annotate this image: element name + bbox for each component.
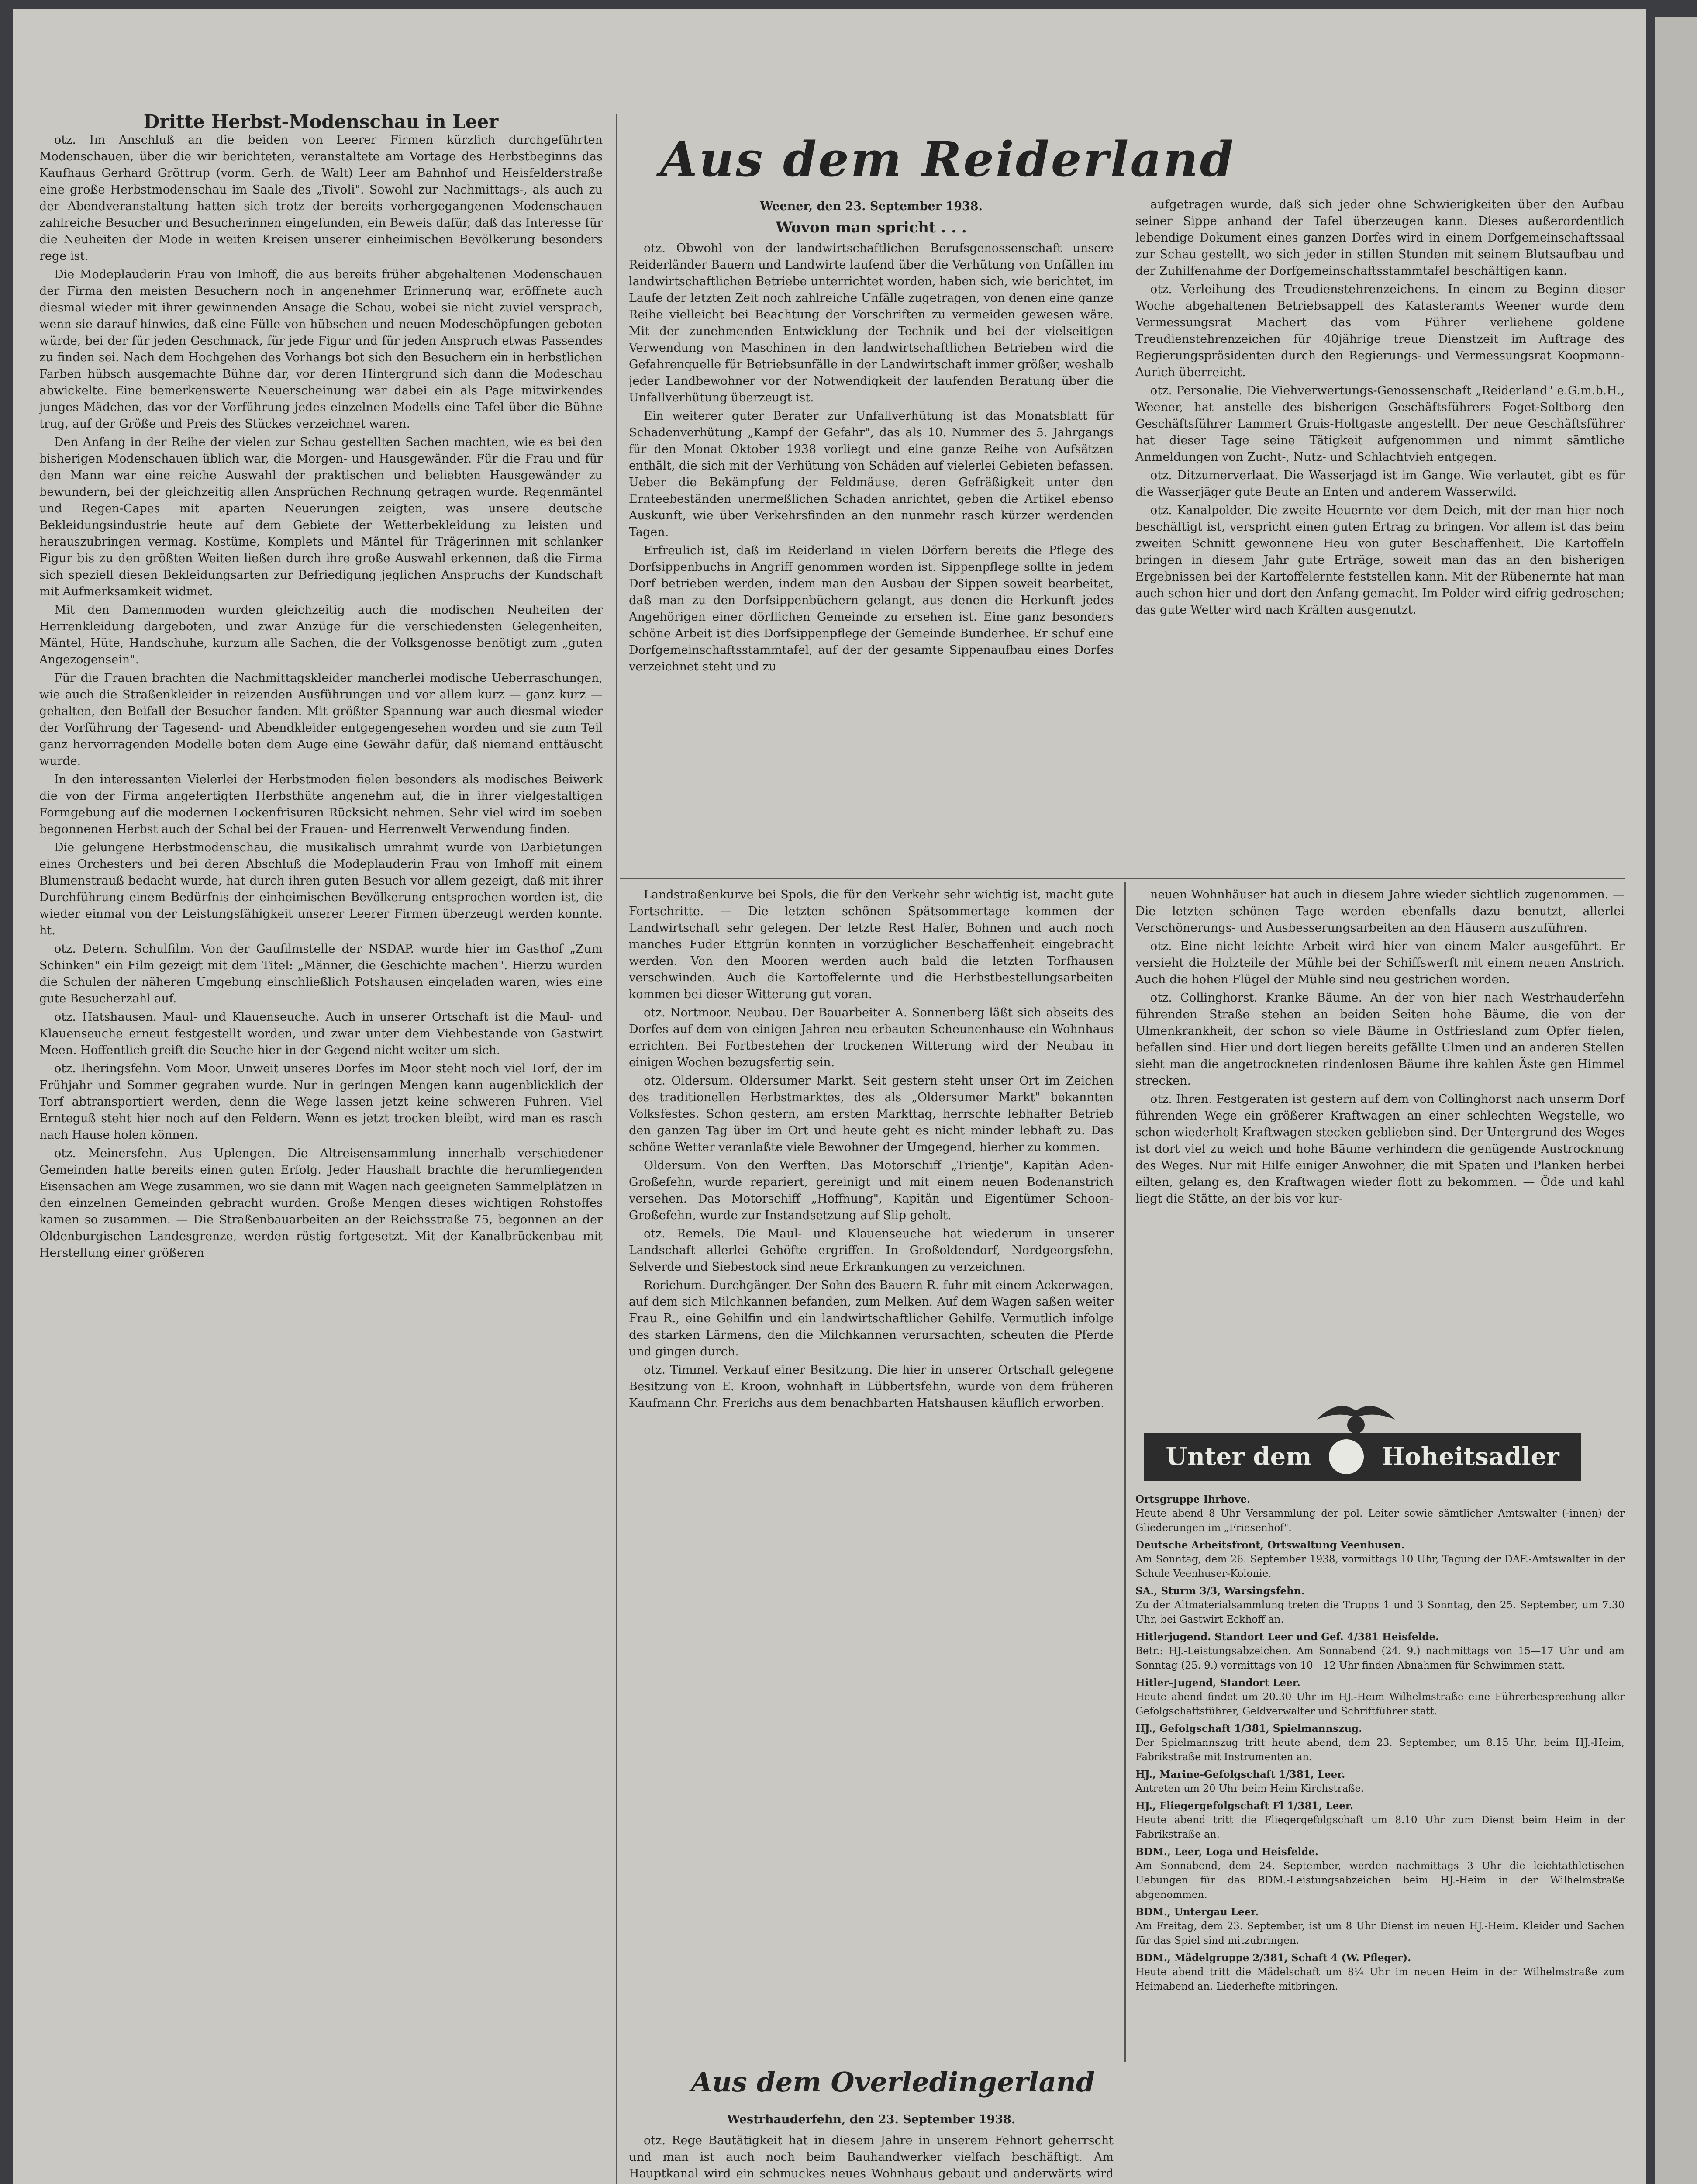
paragraph: Landstraßenkurve bei Spols, die für den Verkehr sehr wichtig ist, macht gute Fortschritte. — Die letzten schönen Spätsommertage kommen der Landwirtschaft sehr gelegen. Der letzte Rest Hafer, Bohnen und auch noch manches Fuder Ettgrün konnten in vorzüglicher Beschaffenheit eingebracht werden. Von den Mooren werden auch bald die letzten Torfhausen verschwinden. Auch die Kartoffelernte und die Herbstbestellungsarbeiten kommen bei dieser Witterung gut voran.	[629, 888, 1114, 1001]
paragraph: otz. Collinghorst. Kranke Bäume. An der von hier nach Westrhauderfehn führenden Straße stehen an beiden Seiten hohe Bäume, die von der Ulmenkrankheit, der schon so viele Bäume in Ostfriesland zum Opfer fielen, befallen sind. Hier und dort liegen bereits gefällte Ulmen und an anderen Stellen sieht man die angetrockneten rindenlosen Bäume ihre kahlen Äste gen Himmel strecken.	[1135, 991, 1625, 1088]
notice-head: HJ., Gefolgschaft 1/381, Spielmannszug.	[1135, 1723, 1362, 1735]
notice-text: Heute abend tritt die Mädelschaft um 8¼ Uhr im neuen Heim in der Wilhelmstraße zum Heimabend an. Liederhefte mitbringen.	[1135, 1966, 1625, 1992]
paragraph: otz. Kanalpolder. Die zweite Heuernte vor dem Deich, mit der man hier noch beschäftigt ist, verspricht einen guten Ertrag zu bringen. Vor allem ist das beim zweiten Schnitt gewonnene Heu von guter Beschaffenheit. Die Kartoffeln bringen in diesem Jahr gute Erträge, soweit man das an den bisherigen Ergebnissen bei der Kartoffelernte feststellen kann. Mit der Rübenernte hat man auch schon hier und dort den Anfang gemacht. Im Polder wird eifrig gedroschen; das gute Wetter wird nach Kräften ausgenutzt.	[1135, 504, 1625, 617]
notice-item	[1135, 1492, 1625, 1535]
left-column	[39, 114, 603, 2184]
paragraph: Die gelungene Herbstmodenschau, die musikalisch umrahmt wurde von Darbietungen eines Orchesters und bei deren Abschluß die Modeplauderin Frau von Imhoff mit einem Blumenstrauß bedacht wurde, hat durch ihren guten Besuch vor allem gezeigt, daß mit ihrer Durchführung einem Bedürfnis der einheimischen Bevölkerung entsprochen worden ist, die wieder einmal von der Leistungsfähigkeit unserer Leerer Firmen überzeugt werden konnte. ht.	[39, 841, 603, 937]
dateline: Westrhauderfehn, den 23. September 1938.	[727, 2113, 1016, 2126]
notice-head: BDM., Mädelgruppe 2/381, Schaft 4 (W. Pfleger).	[1135, 1952, 1411, 1964]
notice-head: Deutsche Arbeitsfront, Ortswaltung Veenhusen.	[1135, 1539, 1405, 1551]
dateline: Weener, den 23. September 1938.	[760, 200, 983, 213]
notice-text: Heute abend findet um 20.30 Uhr im HJ.-Heim Wilhelmstraße eine Führerbesprechung aller Gefolgschaftsführer, Geldverwalter und Schriftführer statt.	[1135, 1691, 1625, 1717]
notice-item	[1135, 1767, 1625, 1796]
right-upper-column	[1135, 197, 1625, 869]
column-rule	[616, 114, 617, 2184]
paragraph: aufgetragen wurde, daß sich jeder ohne Schwierigkeiten über den Aufbau seiner Sippe anhand der Tafel überzeugen kann. Dieses außerordentlich lebendige Dokument eines ganzen Dorfes wird in einem Dorfgemeinschaftssaal zur Schau gestellt, wo sich jeder in stillen Stunden mit seinem Blutsaufbau und der Zuhilfenahme der Dorfgemeinschaftsstammtafel beschäftigen kann.	[1135, 198, 1625, 278]
banner-left-text: Unter dem	[1166, 1442, 1312, 1471]
paragraph: otz. Im Anschluß an die beiden von Leerer Firmen kürzlich durchgeführten Modenschauen, über die wir berichteten, veranstaltete am Vortage des Herbstbeginns das Kaufhaus Gerhard Gröttrup (vorm. Gerh. de Walt) Leer am Bahnhof und Heisfelderstraße eine große Herbstmodenschau im Saale des „Tivoli". Sowohl zur Nachmittags-, als auch zu der Abendveranstaltung hatten sich trotz der bereits vorhergegangenen Modenschauen zahlreiche Besucher und Besucherinnen eingefunden, ein Beweis dafür, daß das Interesse für die Neuheiten der Mode in weiten Kreisen unserer einheimischen Bevölkerung besonders rege ist.	[39, 133, 603, 263]
notice-item	[1135, 1584, 1625, 1627]
notice-text: Heute abend 8 Uhr Versammlung der pol. Leiter sowie sämtlicher Amtswalter (-innen) der Gliederungen im „Friesenhof".	[1135, 1508, 1625, 1534]
notice-head: Ortsgruppe Ihrhove.	[1135, 1493, 1251, 1505]
eagle-emblem-icon	[1312, 1393, 1400, 1437]
notice-item	[1135, 1721, 1625, 1765]
section-rule	[620, 878, 1625, 879]
adjacent-page-edge	[1655, 17, 1697, 2184]
paragraph: Mit den Damenmoden wurden gleichzeitig auch die modischen Neuheiten der Herrenkleidung dargeboten, und zwar Anzüge für die verschiedensten Gelegenheiten, Mäntel, Hüte, Handschuhe, kurzum alle Sachen, die der Volksgenosse benötigt zum „guten Angezogensein".	[39, 603, 603, 667]
paragraph: otz. Ihren. Festgeraten ist gestern auf dem von Collinghorst nach unserm Dorf führenden Wege ein größerer Kraftwagen an einer schlechten Wegstelle, wo schon wiederholt Kraftwagen stecken geblieben sind. Der Untergrund des Weges ist dort viel zu weich und hohe Bäume verhindern die genügende Austrocknung des Weges. Nur mit Hilfe einiger Anwohner, die mit Spaten und Planken herbei eilten, gelang es, den Kraftwagen wieder flott zu bekommen. — Öde und kahl liegt die Stätte, an der bis vor kur-	[1135, 1092, 1625, 1206]
section-title-overledingerland: Aus dem Overledingerland	[691, 2066, 1095, 2098]
notice-head: HJ., Fliegergefolgschaft Fl 1/381, Leer.	[1135, 1800, 1353, 1812]
paragraph: otz. Rege Bautätigkeit hat in diesem Jahre in unserem Fehnort geherrscht und man ist auch noch beim Bauhandwerker vielfach beschäftigt. Am Hauptkanal wird ein schmuckes neues Wohnhaus gebaut und anderwärts wird	[629, 2134, 1114, 2181]
notice-head: Hitlerjugend. Standort Leer und Gef. 4/381 Heisfelde.	[1135, 1631, 1439, 1643]
column-rule	[1124, 882, 1126, 2062]
middle-upper-column	[629, 197, 1114, 869]
newspaper-page	[13, 9, 1646, 2184]
paragraph: otz. Meinersfehn. Aus Uplengen. Die Altreisensammlung innerhalb verschiedener Gemeinden hatte bereits einen guten Erfolg. Jeder Haushalt brachte die herumliegenden Eisensachen am Wege zusammen, wo sie dann mit Wagen nach geeigneten Sammelplätzen in den einzelnen Gemeinden gebracht wurden. Große Mengen dieses wichtigen Rohstoffes kamen so zusammen. — Die Straßenbauarbeiten an der Reichsstraße 75, begonnen an der Oldenburgischen Landesgrenze, werden rüstig fortgesetzt. Mit der Kanalbrückenbau mit Herstellung einer größeren	[39, 1147, 603, 1260]
paragraph: otz. Iheringsfehn. Vom Moor. Unweit unseres Dorfes im Moor steht noch viel Torf, der im Frühjahr und Sommer gegraben wurde. Nur in geringen Mengen kann augenblicklich der Torf abtransportiert werden, denn die Wege lassen jetzt keine schweren Fuhren. Viel Ernteguß steht hier noch auf den Feldern. Wenn es jetzt trocken bleibt, wird man es rasch nach Hause holen können.	[39, 1062, 603, 1142]
paragraph: otz. Oldersum. Oldersumer Markt. Seit gestern steht unser Ort im Zeichen des traditionellen Herbstmarktes, des als „Oldersumer Markt" bekannten Volksfestes. Schon gestern, am ersten Markttag, herrschte lebhafter Betrieb den ganzen Tag über im Ort und heute geht es nicht minder lebhaft zu. Das schöne Wetter veranlaßte viele Bewohner der Umgegend, hierher zu kommen.	[629, 1074, 1114, 1154]
paragraph: Die Modeplauderin Frau von Imhoff, die aus bereits früher abgehaltenen Modenschauen der Firma den meisten Besuchern noch in angenehmer Erinnerung war, eröffnete auch diesmal wieder mit ihrer gewinnenden Ansage die Schau, wobei sie nicht zuviel versprach, wenn sie darauf hinwies, daß eine Fülle von hübschen und neuen Modeschöpfungen geboten würde, bei der für jeden Geschmack, für jede Figur und für jeden Anspruch etwas Passendes zu finden sei. Nach dem Hochgehen des Vorhangs bot sich den Besuchern ein in herbstlichen Farben hübsch ausgemachte Bühne dar, vor deren Hintergrund sich dann die Modeschau abwickelte. Eine bemerkenswerte Neuerscheinung war dabei ein als Page mitwirkendes junges Mädchen, das vor der Vorführung jedes einzelnen Modells eine Tafel über die Bühne trug, auf der Größe und Preis des Stückes verzeichnet waren.	[39, 268, 603, 431]
notice-text: Betr.: HJ.-Leistungsabzeichen. Am Sonnabend (24. 9.) nachmittags von 15—17 Uhr und am Sonntag (25. 9.) vormittags von 10—12 Uhr finden Abnahmen für Schwimmen statt.	[1135, 1645, 1625, 1671]
paragraph: otz. Verleihung des Treudienstehrenzeichens. In einem zu Beginn dieser Woche abgehaltenen Betriebsappell des Katasteramts Weener wurde dem Vermessungsrat Machert das vom Führer verliehene goldene Treudienstehrenzeichen für 40jährige treue Dienstzeit im Auftrage des Regierungspräsidenten durch den Regierungs- und Vermessungsrat Koopmann-Aurich überreicht.	[1135, 283, 1625, 379]
article-headline: Dritte Herbst-Modenschau in Leer	[143, 114, 499, 132]
notice-text: Zu der Altmaterialsammlung treten die Trupps 1 und 3 Sonntag, den 25. September, um 7.30 Uhr, bei Gastwirt Eckhoff an.	[1135, 1600, 1625, 1625]
right-lower-column	[1135, 887, 1625, 1385]
notice-head: SA., Sturm 3/3, Warsingsfehn.	[1135, 1585, 1305, 1597]
notice-head: Hitler-Jugend, Standort Leer.	[1135, 1677, 1300, 1689]
notice-head: BDM., Leer, Loga und Heisfelde.	[1135, 1846, 1318, 1858]
paragraph: Rorichum. Durchgänger. Der Sohn des Bauern R. fuhr mit einem Ackerwagen, auf dem sich Milchkannen befanden, zum Melken. Auf dem Wagen saßen weiter Frau R., eine Gehilfin und ein landwirtschaftlicher Gehilfe. Vermutlich infolge des starken Lärmens, den die Milchkannen verursachten, scheuten die Pferde und gingen durch.	[629, 1279, 1114, 1358]
notice-text: Antreten um 20 Uhr beim Heim Kirchstraße.	[1135, 1783, 1364, 1794]
subheadline: Wovon man spricht . . .	[776, 219, 967, 236]
paragraph: otz. Ditzumerverlaat. Die Wasserjagd ist im Gange. Wie verlautet, gibt es für die Wasserjäger gute Beute an Enten und anderem Wasserwild.	[1135, 469, 1625, 499]
notice-text: Am Sonntag, dem 26. September 1938, vormittags 10 Uhr, Tagung der DAF.-Amtswalter in der Schule Veenhuser-Kolonie.	[1135, 1554, 1625, 1579]
paragraph: Erfreulich ist, daß im Reiderland in vielen Dörfern bereits die Pflege des Dorfsippenbuchs in Angriff genommen worden ist. Sippenpflege sollte in jedem Dorf betrieben werden, indem man den Ausbau der Sippen soweit bearbeitet, daß man zu den Dorfsippenbüchern gelangt, aus denen die Herkunft jedes Angehörigen einer dörflichen Gemeinde zu ersehen ist. Eine ganz besonders schöne Arbeit ist dies Dorfsippenpflege der Gemeinde Bunderhee. Er schuf eine Dorfgemeinschaftsstammtafel, auf der der gesamte Sippenaufbau eines Dorfes verzeichnet steht und zu	[629, 544, 1114, 674]
notice-text: Am Sonnabend, dem 24. September, werden nachmittags 3 Uhr die leichtathletischen Uebungen für das BDM.-Leistungsabzeichen beim HJ.-Heim in der Wilhelmstraße abgenommen.	[1135, 1860, 1625, 1901]
paragraph: otz. Personalie. Die Viehverwertungs-Genossenschaft „Reiderland" e.G.m.b.H., Weener, hat anstelle des bisherigen Geschäftsführers Foget-Soltborg den Geschäftsführer Lammert Gruis-Holtgaste angestellt. Der neue Geschäftsführer hat dieser Tage seine Tätigkeit aufgenommen und nimmt sämtliche Anmeldungen von Zucht-, Nutz- und Schlachtvieh entgegen.	[1135, 384, 1625, 464]
paragraph: otz. Obwohl von der landwirtschaftlichen Berufsgenossenschaft unsere Reiderländer Bauern und Landwirte laufend über die Verhütung von Unfällen im landwirtschaftlichen Betriebe unterrichtet worden, haben sich, wie berichtet, im Laufe der letzten Zeit noch zahlreiche Unfälle zugetragen, von denen eine ganze Reihe vielleicht bei Beachtung der Vorschriften zu vermeiden gewesen wäre. Mit der zunehmenden Entwicklung der Technik und bei der vielseitigen Verwendung von Maschinen in den landwirtschaftlichen Betrieben wird die Gefahrenquelle für Betriebsunfälle in der Landwirtschaft immer größer, weshalb jeder Landbewohner vor der Notwendigkeit der laufenden Beratung über die Unfallverhütung überzeugt ist.	[629, 242, 1114, 404]
paragraph: Ein weiterer guter Berater zur Unfallverhütung ist das Monatsblatt für Schadenverhütung „Kampf der Gefahr", das als 10. Nummer des 5. Jahrgangs für den Monat Oktober 1938 vorliegt und eine ganze Reihe von Aufsätzen enthält, die sich mit der Verhütung von Schäden auf vielerlei Gebieten befassen. Ueber die Bekämpfung der Feldmäuse, deren Gefräßigkeit unter den Ernteebeständen unermeßlichen Schaden anrichtet, geben die Artikel ebenso Auskunft, wie über Verkehrsfinden an den nunmehr rasch kürzer werdenden Tagen.	[629, 409, 1114, 539]
paragraph: Den Anfang in der Reihe der vielen zur Schau gestellten Sachen machten, wie es bei den bisherigen Modenschauen üblich war, die Morgen- und Hausgewänder. Für die Frau und für den Mann war eine reiche Auswahl der praktischen und beliebten Hausgewänder zu bewundern, bei der gleichzeitig allen Ansprüchen Rechnung getragen wurde. Regenmäntel und Regen-Capes mit aparten Neuerungen zeigten, was unsere deutsche Bekleidungsindustrie heute auf dem Gebiete der Wetterbekleidung zu leisten und herauszubringen vermag. Kostüme, Komplets und Mäntel für Trägerinnen mit schlanker Figur bis zu den größten Weiten ließen durch ihre große Auswahl erkennen, daß die Firma sich speziell diesen Bekleidungsarten zur Befriedigung jeglichen Anspruchs der Kundschaft mit Aufmerksamkeit widmet.	[39, 435, 603, 598]
notice-item	[1135, 1951, 1625, 1994]
paragraph: otz. Remels. Die Maul- und Klauenseuche hat wiederum in unserer Landschaft allerlei Gehöfte ergriffen. In Großoldendorf, Nordgeorgsfehn, Selverde und Siebestock sind neue Erkrankungen zu verzeichnen.	[629, 1227, 1114, 1274]
notice-item	[1135, 1538, 1625, 1581]
banner-right-text: Hoheitsadler	[1381, 1442, 1559, 1471]
overledingerland-column	[629, 2110, 1114, 2184]
notice-item	[1135, 1630, 1625, 1673]
paragraph: otz. Timmel. Verkauf einer Besitzung. Die hier in unserer Ortschaft gelegene Besitzung von E. Kroon, wohnhaft in Lübbertsfehn, wurde von dem früheren Kaufmann Chr. Frerichs aus dem benachbarten Hatshausen käuflich erworben.	[629, 1363, 1114, 1410]
paragraph: In den interessanten Vielerlei der Herbstmoden fielen besonders als modisches Beiwerk die von der Firma angefertigten Herbsthüte angenehm auf, die in ihrer vielgestaltigen Formgebung auf die modernen Lockenfrisuren Rücksicht nehmen. Sehr viel wird im soeben begonnenen Herbst auch der Schal bei der Frauen- und Herrenwelt Verwendung finden.	[39, 773, 603, 836]
section-title: Aus dem Reiderland	[660, 131, 1235, 187]
middle-lower-column	[629, 887, 1114, 2057]
notice-item	[1135, 1905, 1625, 1948]
paragraph: otz. Hatshausen. Maul- und Klauenseuche. Auch in unserer Ortschaft ist die Maul- und Klauenseuche erneut festgestellt worden, und zwar unter dem Viehbestande von Gastwirt Meen. Hoffentlich greift die Seuche hier in der Gegend nicht weiter um sich.	[39, 1010, 603, 1057]
hoheitsadler-banner	[1144, 1433, 1581, 1481]
paragraph: Oldersum. Von den Werften. Das Motorschiff „Trientje", Kapitän Aden-Großefehn, wurde repariert, gereinigt und mit einem neuen Bodenanstrich versehen. Das Motorschiff „Hoffnung", Kapitän und Eigentümer Schoon-Großefehn, wurde zur Instandsetzung auf Slip geholt.	[629, 1159, 1114, 1222]
swastika-circle-icon	[1329, 1439, 1364, 1474]
notice-text: Der Spielmannszug tritt heute abend, dem 23. September, um 8.15 Uhr, beim HJ.-Heim, Fabrikstraße mit Instrumenten an.	[1135, 1737, 1625, 1763]
paragraph: otz. Nortmoor. Neubau. Der Bauarbeiter A. Sonnenberg läßt sich abseits des Dorfes auf dem von einigen Jahren neu erbauten Scheunenhause ein Wohnhaus errichten. Bei Fortbestehen der trockenen Witterung wird der Neubau in einigen Wochen bezugsfertig sein.	[629, 1006, 1114, 1069]
notice-head: HJ., Marine-Gefolgschaft 1/381, Leer.	[1135, 1769, 1345, 1780]
party-notices	[1135, 1489, 1625, 2184]
paragraph: Für die Frauen brachten die Nachmittagskleider mancherlei modische Ueberraschungen, wie auch die Straßenkleider in reizenden Ausführungen und vor allem kurz — ganz kurz — gehalten, den Beifall der Besucher fanden. Mit größter Spannung war auch diesmal wieder der Vorführung der Tagesend- und Abendkleider entgegengesehen worden und sie zum Teil ganz hervorragenden Modelle boten dem Auge eine Gewähr dafür, daß niemand enttäuscht wurde.	[39, 671, 603, 768]
notice-item	[1135, 1845, 1625, 1902]
notice-text: Am Freitag, dem 23. September, ist um 8 Uhr Dienst im neuen HJ.-Heim. Kleider und Sachen für das Spiel sind mitzubringen.	[1135, 1921, 1625, 1946]
notice-text: Heute abend tritt die Fliegergefolgschaft um 8.10 Uhr zum Dienst beim Heim in der Fabrikstraße an.	[1135, 1814, 1625, 1840]
notice-item	[1135, 1799, 1625, 1842]
paragraph: otz. Detern. Schulfilm. Von der Gaufilmstelle der NSDAP. wurde hier im Gasthof „Zum Schinken" ein Film gezeigt mit dem Titel: „Männer, die Geschichte machen". Hierzu wurden die Schulen der näheren Umgebung einschließlich Potshausen eingeladen waren, wies eine gute Besucherzahl auf.	[39, 942, 603, 1006]
paragraph: otz. Eine nicht leichte Arbeit wird hier von einem Maler ausgeführt. Er versieht die Holzteile der Mühle bei der Schiffswerft mit einem neuen Anstrich. Auch die hohen Flügel der Mühle sind neu gestrichen worden.	[1135, 940, 1625, 986]
notice-head: BDM., Untergau Leer.	[1135, 1906, 1259, 1918]
notice-item	[1135, 1676, 1625, 1719]
paragraph: neuen Wohnhäuser hat auch in diesem Jahre wieder sichtlich zugenommen. — Die letzten schönen Tage werden ebenfalls dazu benutzt, allerlei Verschönerungs- und Ausbesserungsarbeiten an den Häusern auszuführen.	[1135, 888, 1625, 935]
